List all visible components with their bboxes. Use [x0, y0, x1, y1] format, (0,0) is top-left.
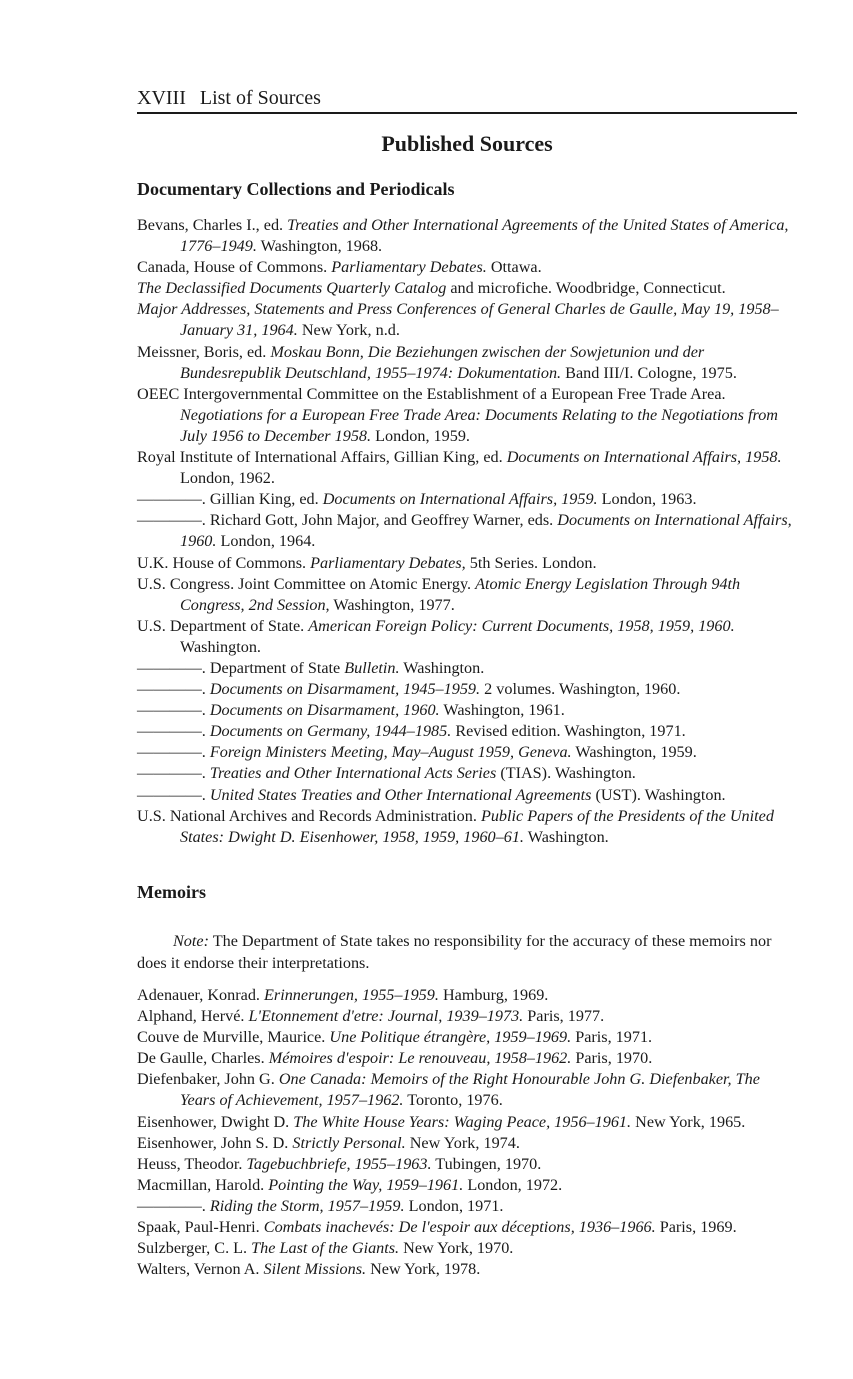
entry-text: Band III/I. Cologne, 1975.: [561, 363, 737, 382]
bibliography-entry: [137, 574, 799, 616]
entry-text: ————.: [137, 680, 210, 699]
bibliography-entry: [137, 489, 799, 510]
entry-text: Hamburg, 1969.: [438, 986, 549, 1004]
bibliography-entry: [137, 510, 799, 552]
memoirs-entries: [137, 985, 799, 1280]
entry-text: ————. Department of State: [137, 658, 345, 677]
entry-text: New York, 1970.: [399, 1239, 514, 1258]
entry-text: OEEC Intergovernmental Committee on the Establishment of a European Free Trade Area.: [137, 384, 726, 403]
entry-title: The Declassified Documents Quarterly Catalog: [137, 279, 447, 298]
entry-text: London, 1962.: [180, 469, 275, 488]
entry-title: Atomic Energy Legislation Through 94th Congress, 2nd Session,: [180, 574, 741, 614]
entry-text: Tubingen, 1970.: [431, 1154, 542, 1173]
entry-text: Spaak, Paul-Henri.: [137, 1218, 264, 1237]
entry-text: (TIAS). Washington.: [496, 764, 636, 783]
bibliography-entry: [137, 1027, 799, 1048]
entry-text: Paris, 1971.: [571, 1028, 653, 1047]
bibliography-entry: [137, 1259, 799, 1280]
bibliography-entry: [137, 1196, 799, 1217]
entry-title: Bulletin.: [344, 658, 400, 677]
entry-text: Eisenhower, Dwight D.: [137, 1112, 294, 1131]
entry-title: Documents on International Affairs, 1959.: [322, 490, 598, 509]
bibliography-entry: [137, 1006, 799, 1027]
entry-text: Washington, 1961.: [439, 701, 565, 720]
memoirs-note: [137, 931, 799, 974]
entry-title: Treaties and Other International Acts Series: [209, 764, 497, 783]
bibliography-entry: [137, 1238, 799, 1259]
entry-text: U.S. Congress. Joint Committee on Atomic Energy.: [137, 574, 476, 593]
bibliography-entry: [137, 553, 799, 574]
entry-title: One Canada: Memoirs of the Right Honourable John G. Diefenbaker, The Years of Achievement, 1957–1962.: [180, 1070, 760, 1110]
entry-title: The Last of the Giants.: [251, 1239, 400, 1258]
entry-text: Paris, 1969.: [655, 1218, 737, 1237]
entry-text: ————.: [137, 764, 210, 783]
entry-text: U.S. National Archives and Records Administration.: [137, 806, 481, 825]
entry-title: Documents on International Affairs, 1958.: [506, 448, 782, 467]
entry-title: Documents on Disarmament, 1945–1959.: [209, 680, 481, 699]
entry-text: ————.: [137, 1196, 210, 1215]
header-title: List of Sources: [199, 87, 321, 109]
entry-text: Washington.: [399, 658, 485, 677]
bibliography-entry: [137, 616, 799, 658]
bibliography-entry: [137, 763, 799, 784]
entry-title: American Foreign Policy: Current Documents, 1958, 1959, 1960.: [308, 616, 735, 635]
entry-title: Une Politique étrangère, 1959–1969.: [329, 1028, 572, 1047]
entry-text: Ottawa.: [486, 258, 542, 277]
entry-title: Parliamentary Debates,: [310, 553, 466, 572]
entry-text: U.S. Department of State.: [137, 616, 309, 635]
bibliography-entry: [137, 1112, 799, 1133]
entry-text: Meissner, Boris, ed.: [137, 342, 271, 361]
documentary-entries: [137, 215, 799, 848]
bibliography-entry: [137, 342, 799, 384]
bibliography-entry: [137, 742, 799, 763]
entry-text: Washington, 1959.: [571, 743, 697, 762]
entry-text: Washington, 1977.: [329, 595, 455, 614]
entry-text: Royal Institute of International Affairs, Gillian King, ed.: [137, 448, 507, 467]
section-heading-documentary: Documentary Collections and Periodicals: [137, 179, 455, 199]
entry-title: Strictly Personal.: [292, 1133, 406, 1152]
entry-text: London, 1971.: [404, 1196, 504, 1215]
entry-title: Silent Missions.: [263, 1260, 367, 1279]
entry-text: New York, n.d.: [297, 321, 400, 340]
entry-title: Riding the Storm, 1957–1959.: [209, 1196, 405, 1215]
section-heading-memoirs: Memoirs: [137, 882, 206, 902]
entry-title: Erinnerungen, 1955–1959.: [264, 986, 439, 1004]
bibliography-entry: [137, 1069, 799, 1111]
entry-text: Heuss, Theodor.: [137, 1154, 247, 1173]
note-label: Note:: [173, 932, 209, 950]
entry-text: ————.: [137, 701, 210, 720]
entry-text: London, 1959.: [371, 426, 470, 445]
entry-text: Paris, 1970.: [571, 1049, 653, 1068]
entry-text: ————. Richard Gott, John Major, and Geoffrey Warner, eds.: [137, 511, 558, 530]
entry-text: Washington.: [180, 637, 261, 656]
entry-text: U.K. House of Commons.: [137, 553, 311, 572]
entry-text: New York, 1978.: [366, 1260, 481, 1279]
entry-text: Eisenhower, John S. D.: [137, 1133, 293, 1152]
entry-text: New York, 1974.: [405, 1133, 520, 1152]
entry-text: Couve de Murville, Maurice.: [137, 1028, 330, 1047]
entry-text: ————.: [137, 785, 210, 804]
entry-text: London, 1963.: [597, 490, 697, 509]
entry-text: De Gaulle, Charles.: [137, 1049, 269, 1068]
entry-text: Walters, Vernon A.: [137, 1260, 264, 1279]
entry-title: Treaties and Other International Agreements of the United States of America, 1776–1949.: [180, 216, 789, 256]
entry-title: L'Etonnement d'etre: Journal, 1939–1973.: [248, 1007, 524, 1026]
entry-text: Diefenbaker, John G.: [137, 1070, 279, 1089]
entry-text: Washington.: [523, 827, 609, 846]
entry-text: Canada, House of Commons.: [137, 258, 332, 277]
page-number: XVIII: [137, 87, 186, 109]
entry-text: ————.: [137, 722, 210, 741]
entry-title: Major Addresses, Statements and Press Conferences of General Charles de Gaulle, May 19, 1958–January 31, 1964.: [137, 300, 779, 340]
bibliography-entry: [137, 658, 799, 679]
running-header: [137, 84, 797, 114]
bibliography-entry: [137, 700, 799, 721]
entry-text: and microfiche. Woodbridge, Connecticut.: [446, 279, 726, 298]
bibliography-entry: [137, 1217, 799, 1238]
entry-text: ————.: [137, 743, 210, 762]
bibliography-entry: [137, 257, 799, 278]
entry-text: Revised edition. Washington, 1971.: [451, 722, 686, 741]
bibliography-entry: [137, 721, 799, 742]
entry-title: Mémoires d'espoir: Le renouveau, 1958–1962.: [268, 1049, 572, 1068]
entry-text: Paris, 1977.: [523, 1007, 605, 1026]
entry-text: Toronto, 1976.: [403, 1091, 503, 1110]
entry-title: Negotiations for a European Free Trade Area: Documents Relating to the Negotiations from July 1956 to December 1958.: [180, 405, 778, 445]
entry-title: Parliamentary Debates.: [331, 258, 487, 277]
entry-text: Bevans, Charles I., ed.: [137, 216, 288, 234]
bibliography-entry: [137, 447, 799, 489]
bibliography-entry: [137, 278, 799, 299]
bibliography-entry: [137, 785, 799, 806]
bibliography-entry: [137, 679, 799, 700]
bibliography-entry: [137, 299, 799, 341]
entry-title: Foreign Ministers Meeting, May–August 1959, Geneva.: [209, 743, 572, 762]
bibliography-entry: [137, 1154, 799, 1175]
note-text: The Department of State takes no responsibility for the accuracy of these memoirs nor does it endorse their interpretations.: [137, 932, 772, 972]
entry-text: Alphand, Hervé.: [137, 1007, 249, 1026]
bibliography-entry: [137, 215, 799, 257]
entry-text: Washington, 1968.: [256, 237, 383, 256]
entry-text: 5th Series. London.: [465, 553, 597, 572]
bibliography-entry: [137, 1048, 799, 1069]
entry-text: (UST). Washington.: [591, 785, 726, 804]
entry-title: Documents on Disarmament, 1960.: [209, 701, 440, 720]
entry-text: London, 1972.: [463, 1175, 563, 1194]
entry-title: The White House Years: Waging Peace, 1956–1961.: [293, 1112, 632, 1131]
entry-title: Documents on Germany, 1944–1985.: [209, 722, 452, 741]
entry-title: Tagebuchbriefe, 1955–1963.: [246, 1154, 432, 1173]
entry-text: Macmillan, Harold.: [137, 1175, 269, 1194]
entry-title: Public Papers of the Presidents of the United States: Dwight D. Eisenhower, 1958, 1959, 1960–61.: [180, 806, 774, 846]
entry-title: Moskau Bonn, Die Beziehungen zwischen der Sowjetunion und der Bundesrepublik Deutschland, 1955–1974: Dokumentation.: [180, 342, 705, 382]
entry-title: Pointing the Way, 1959–1961.: [268, 1175, 464, 1194]
entry-text: London, 1964.: [216, 532, 316, 551]
bibliography-entry: [137, 1175, 799, 1196]
entry-text: New York, 1965.: [631, 1112, 746, 1131]
entry-title: United States Treaties and Other International Agreements: [209, 785, 592, 804]
bibliography-entry: [137, 985, 799, 1006]
page-title: Published Sources: [381, 131, 553, 156]
bibliography-entry: [137, 1133, 799, 1154]
entry-text: ————. Gillian King, ed.: [137, 490, 323, 509]
entry-text: Sulzberger, C. L.: [137, 1239, 252, 1258]
entry-title: Documents on International Affairs, 1960.: [180, 511, 792, 551]
entry-title: Combats inachevés: De l'espoir aux déceptions, 1936–1966.: [263, 1218, 656, 1237]
entry-text: 2 volumes. Washington, 1960.: [480, 680, 681, 699]
entry-text: Adenauer, Konrad.: [137, 986, 265, 1004]
bibliography-entry: [137, 384, 799, 447]
bibliography-entry: [137, 806, 799, 848]
